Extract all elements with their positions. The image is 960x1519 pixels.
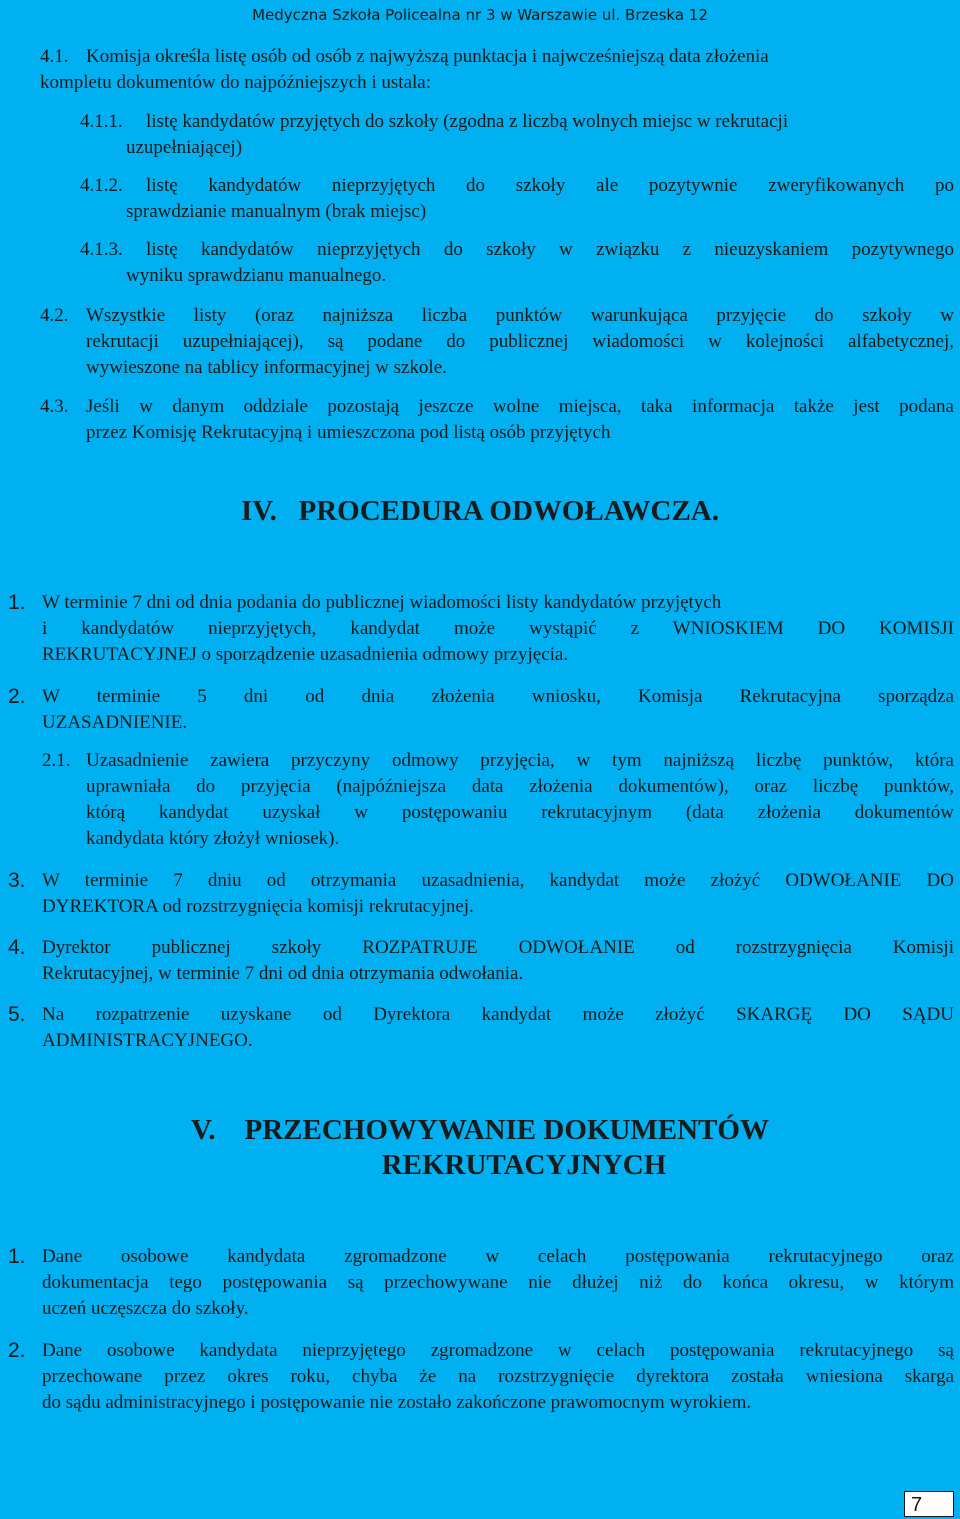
section-title-continued: REKRUTACYJNYCH	[381, 1149, 667, 1181]
page-header: Medyczna Szkoła Policealna nr 3 w Warszawie ul. Brzeska 12	[252, 6, 708, 24]
item-number: 2.	[8, 1339, 26, 1362]
paragraph-line: listę kandydatów nieprzyjętych do szkoły ale pozytywnie zweryfikowanych po	[146, 175, 954, 196]
paragraph-line: W terminie 5 dni od dnia złożenia wniosku, Komisja Rekrutacyjna sporządza	[42, 686, 954, 707]
paragraph-line: i kandydatów nieprzyjętych, kandydat może wystąpić z WNIOSKIEM DO KOMISJI	[42, 618, 954, 639]
paragraph-line: sprawdzianie manualnym (brak miejsc)	[126, 201, 427, 222]
paragraph-line: kandydata który złożył wniosek).	[86, 828, 340, 849]
paragraph-line: Na rozpatrzenie uzyskane od Dyrektora kandydat może złożyć SKARGĘ DO SĄDU	[42, 1004, 954, 1025]
paragraph-line: Wszystkie listy (oraz najniższa liczba punktów warunkująca przyjęcie do szkoły w	[86, 305, 954, 326]
item-number: 2.1.	[42, 750, 71, 771]
paragraph-line: Rekrutacyjnej, w terminie 7 dni od dnia otrzymania odwołania.	[42, 963, 524, 984]
paragraph-line: Dane osobowe kandydata zgromadzone w celach postępowania rekrutacyjnego oraz	[42, 1246, 954, 1267]
paragraph-line: UZASADNIENIE.	[42, 712, 188, 733]
item-number: 4.1.1.	[80, 111, 123, 132]
paragraph-line: W terminie 7 dniu od otrzymania uzasadnienia, kandydat może złożyć ODWOŁANIE DO	[42, 870, 954, 891]
section-title: V. PRZECHOWYWANIE DOKUMENTÓW	[191, 1114, 769, 1146]
item-number: 1.	[8, 591, 26, 614]
paragraph-line: do sądu administracyjnego i postępowanie nie zostało zakończone prawomocnym wyrokiem.	[42, 1392, 752, 1413]
paragraph-line: Komisja określa listę osób od osób z najwyższą punktacja i najwcześniejszą data złożenia	[86, 46, 769, 67]
section-title: IV. PROCEDURA ODWOŁAWCZA.	[240, 495, 720, 527]
page-number: 7	[904, 1491, 954, 1517]
item-number: 4.1.2.	[80, 175, 123, 196]
paragraph-line: REKRUTACYJNEJ o sporządzenie uzasadnienia odmowy przyjęcia.	[42, 644, 569, 665]
item-number: 4.	[8, 936, 26, 959]
paragraph-line: ADMINISTRACYJNEGO.	[42, 1030, 253, 1051]
paragraph-line: Dane osobowe kandydata nieprzyjętego zgromadzone w celach postępowania rekrutacyjnego są	[42, 1340, 954, 1361]
paragraph-line: W terminie 7 dni od dnia podania do publicznej wiadomości listy kandydatów przyjętych	[42, 592, 722, 613]
item-number: 3.	[8, 869, 26, 892]
paragraph-line: DYREKTORA od rozstrzygnięcia komisji rekrutacyjnej.	[42, 896, 474, 917]
paragraph-line: przez Komisję Rekrutacyjną i umieszczona pod listą osób przyjętych	[86, 422, 611, 443]
paragraph-line: listę kandydatów nieprzyjętych do szkoły w związku z nieuzyskaniem pozytywnego	[146, 239, 954, 260]
item-number: 4.3.	[40, 396, 69, 417]
paragraph-line: uprawniała do przyjęcia (najpóźniejsza data złożenia dokumentów), oraz liczbę punktów,	[86, 776, 954, 797]
paragraph-line: przechowane przez okres roku, chyba że na rozstrzygnięcie dyrektora została wniesiona skarga	[42, 1366, 954, 1387]
paragraph-line: uczeń uczęszcza do szkoły.	[42, 1298, 249, 1319]
paragraph-line: wyniku sprawdzianu manualnego.	[126, 265, 387, 286]
paragraph-line: Uzasadnienie zawiera przyczyny odmowy przyjęcia, w tym najniższą liczbę punktów, która	[86, 750, 954, 771]
paragraph-line: dokumentacja tego postępowania są przechowywane nie dłużej niż do końca okresu, w którym	[42, 1272, 954, 1293]
item-number: 5.	[8, 1003, 26, 1026]
item-number: 2.	[8, 685, 26, 708]
paragraph-line: rekrutacji uzupełniającej), są podane do publicznej wiadomości w kolejności alfabetycznej,	[86, 331, 954, 352]
paragraph-line: listę kandydatów przyjętych do szkoły (zgodna z liczbą wolnych miejsc w rekrutacji	[146, 111, 789, 132]
item-number: 4.1.3.	[80, 239, 123, 260]
paragraph-line: Jeśli w danym oddziale pozostają jeszcze wolne miejsca, taka informacja także jest podana	[86, 396, 954, 417]
paragraph-line: uzupełniającej)	[126, 137, 243, 158]
item-number: 4.2.	[40, 305, 69, 326]
paragraph-line: kompletu dokumentów do najpóźniejszych i ustala:	[40, 72, 432, 93]
paragraph-line: wywieszone na tablicy informacyjnej w szkole.	[86, 357, 447, 378]
item-number: 1.	[8, 1245, 26, 1268]
paragraph-line: którą kandydat uzyskał w postępowaniu rekrutacyjnym (data złożenia dokumentów	[86, 802, 954, 823]
item-number: 4.1.	[40, 46, 69, 67]
paragraph-line: Dyrektor publicznej szkoły ROZPATRUJE ODWOŁANIE od rozstrzygnięcia Komisji	[42, 937, 954, 958]
